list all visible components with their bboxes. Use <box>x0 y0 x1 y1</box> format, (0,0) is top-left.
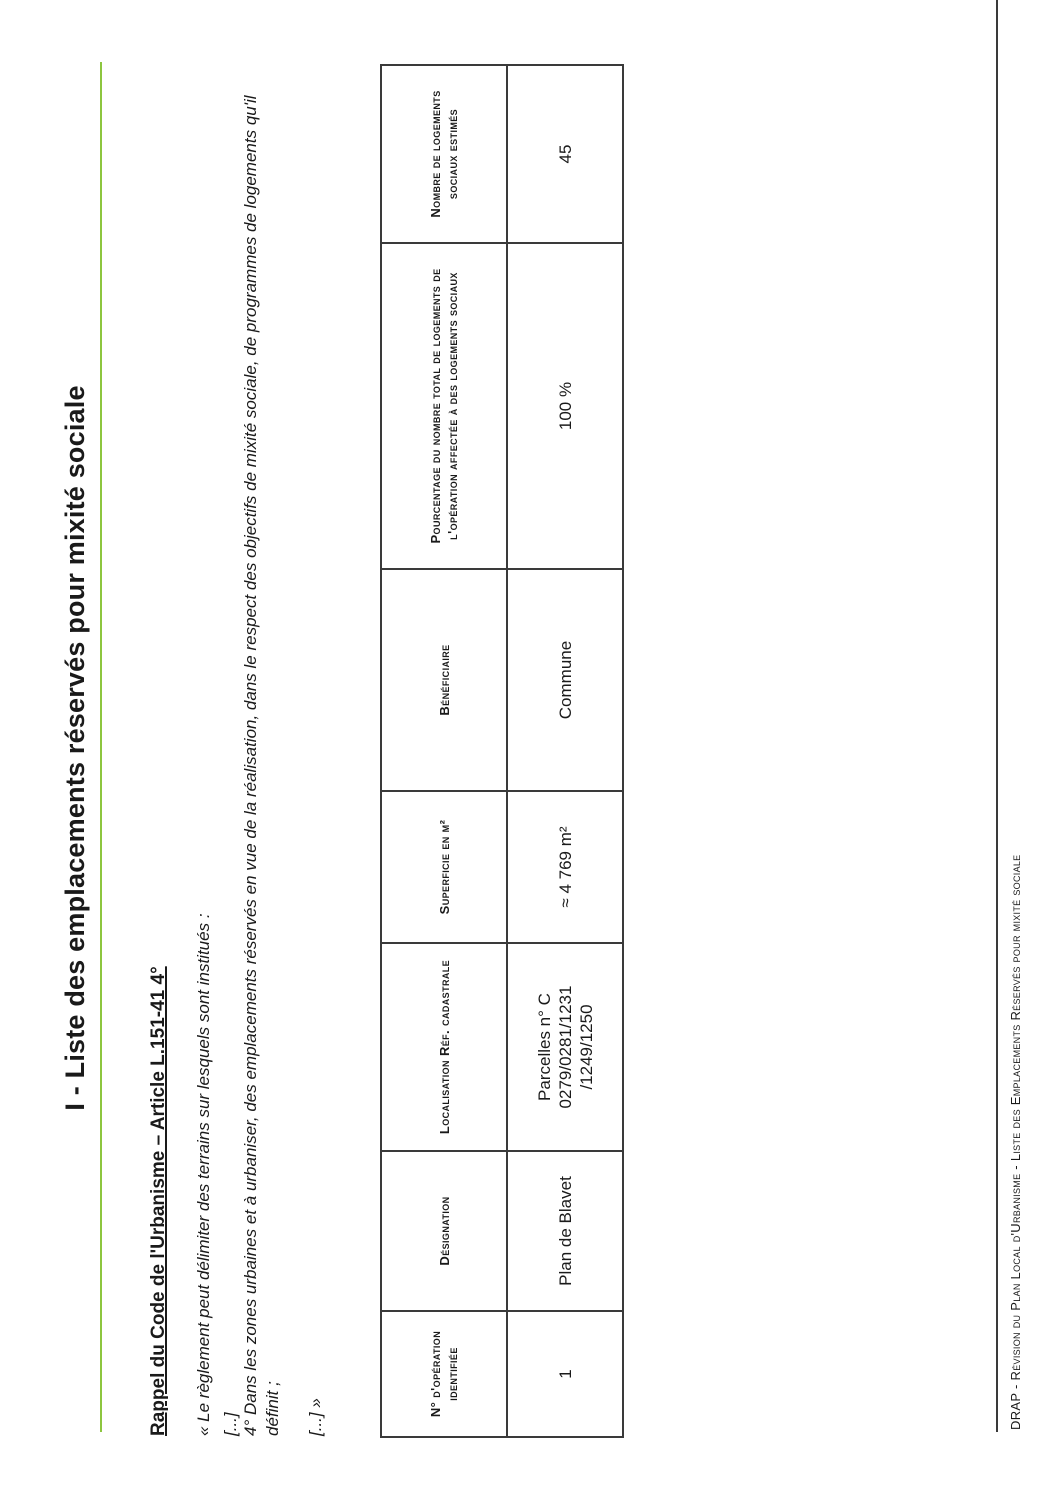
cell-nombre-logements: 45 <box>507 65 623 243</box>
quote-ellipsis: [...] <box>221 1412 240 1436</box>
header-accent-line <box>100 62 102 1432</box>
page-footer: DRAP - Révision du Plan Local d'Urbanisme - Liste des Emplacements Réservés pour mixité sociale <box>1008 854 1023 1430</box>
header-beneficiaire: Bénéficiaire <box>381 569 507 791</box>
table-header-row <box>381 65 507 1437</box>
header-operation-number: N° d'opération identifiée <box>381 1311 507 1437</box>
header-nombre-logements: Nombre de logements sociaux estimés <box>381 65 507 243</box>
cell-localisation: Parcelles n° C 0279/0281/1231 /1249/1250 <box>507 943 623 1151</box>
quote-intro: « Le règlement peut délimiter des terrains sur lesquels sont institués : <box>194 913 213 1436</box>
reserved-sites-table <box>380 64 624 1438</box>
quote-body: 4° Dans les zones urbaines et à urbaniser, des emplacements réservés en vue de la réalisation, dans le respect des objectifs de mixité sociale, de programmes de logements qu'il définit ; <box>241 95 282 1436</box>
cell-pourcentage: 100 % <box>507 243 623 569</box>
header-designation: Désignation <box>381 1151 507 1311</box>
cell-operation-number: 1 <box>507 1311 623 1437</box>
cell-beneficiaire: Commune <box>507 569 623 791</box>
table-row <box>507 65 623 1437</box>
header-superficie: Superficie en m² <box>381 791 507 943</box>
quote-end: [...] » <box>306 1398 325 1436</box>
cell-superficie: ≈ 4 769 m² <box>507 791 623 943</box>
rappel-heading: Rappel du Code de l'Urbanisme – Article L.151-41 4° <box>148 966 169 1436</box>
footer-divider <box>996 0 998 1432</box>
page-title: I - Liste des emplacements réservés pour mixité sociale <box>60 385 90 1111</box>
header-pourcentage: Pourcentage du nombre total de logements de l'opération affectée à des logements sociaux <box>381 243 507 569</box>
header-localisation: Localisation Réf. cadastrale <box>381 943 507 1151</box>
cell-designation: Plan de Blavet <box>507 1151 623 1311</box>
